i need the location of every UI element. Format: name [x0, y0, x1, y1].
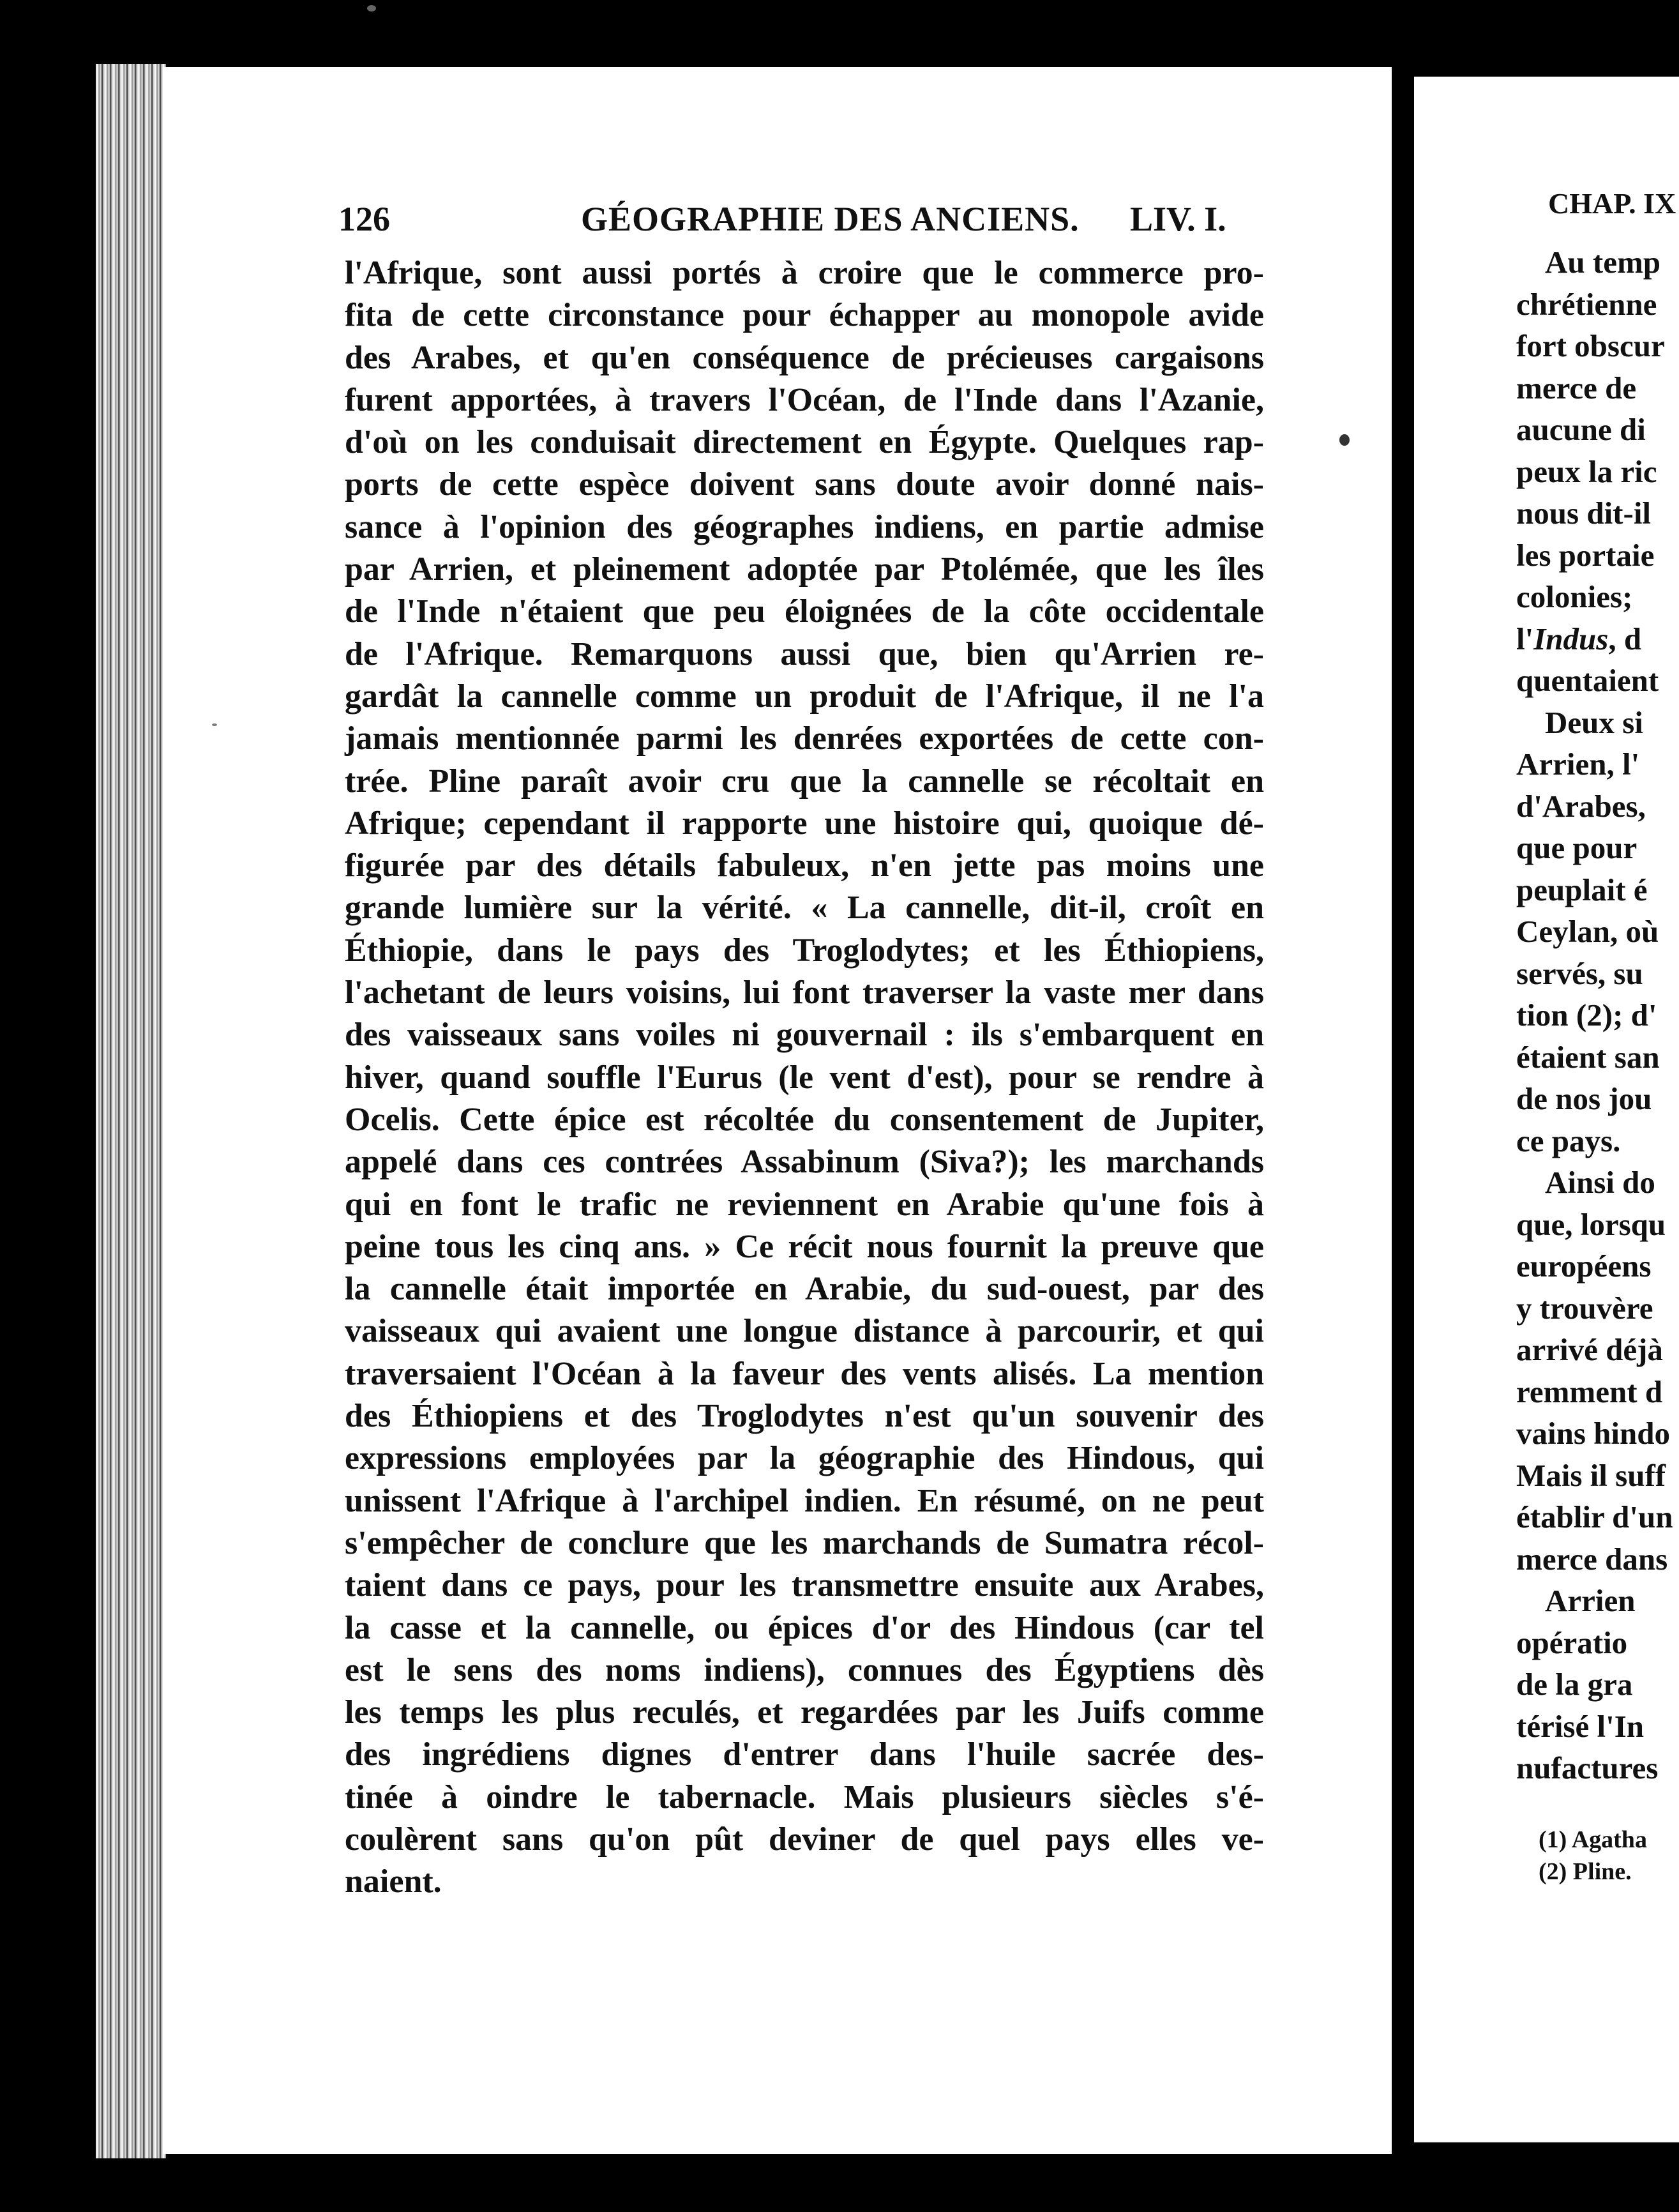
text-line: ports de cette espèce doivent sans doute avoir donné nais- [345, 466, 1264, 503]
page-number: 126 [338, 200, 390, 238]
text-line: Arrien, l' [1516, 746, 1640, 782]
text-line: appelé dans ces contrées Assabinum (Siva?); les marchands [345, 1144, 1264, 1181]
footnote: (1) Agatha [1539, 1826, 1647, 1853]
text-line: d'où on les conduisait directement en Égypte. Quelques rap- [345, 424, 1264, 461]
text-line: y trouvère [1516, 1290, 1653, 1326]
text-line: Au temp [1545, 245, 1661, 280]
text-line: figurée par des détails fabuleux, n'en jette pas moins une [345, 847, 1264, 884]
text-line: merce dans [1516, 1541, 1668, 1577]
text-line: que, lorsqu [1516, 1206, 1666, 1242]
text-line: chrétienne [1516, 286, 1657, 322]
text-line: servés, su [1516, 955, 1643, 991]
text-line: sance à l'opinion des géographes indiens, en partie admise [345, 508, 1264, 545]
spine-gutter [1392, 64, 1414, 2158]
text-line: fita de cette circonstance pour échapper au monopole avide [345, 297, 1264, 334]
text-line: jamais mentionnée parmi les denrées exportées de cette con- [345, 720, 1264, 757]
text-line: grande lumière sur la vérité. « La cannelle, dit-il, croît en [345, 890, 1264, 927]
text-line: fort obscur [1516, 328, 1665, 363]
text-line: l'achetant de leurs voisins, lui font traverser la vaste mer dans [345, 974, 1264, 1011]
running-head [338, 199, 1264, 244]
text-line: des vaisseaux sans voiles ni gouvernail : ils s'embarquent en [345, 1017, 1264, 1054]
text-line: vaisseaux qui avaient une longue distance à parcourir, et qui [345, 1313, 1264, 1350]
text-line: colonies; [1516, 579, 1633, 614]
text-line: tion (2); d' [1516, 997, 1657, 1033]
book-number: LIV. I. [1130, 200, 1226, 238]
text-line: Afrique; cependant il rapporte une histoire qui, quoique dé- [345, 805, 1264, 842]
page-edges [96, 64, 166, 2158]
text-line: unissent l'Afrique à l'archipel indien. En résumé, on ne peut [345, 1482, 1264, 1519]
text-line: la casse et la cannelle, ou épices d'or des Hindous (car tel [345, 1609, 1264, 1646]
text-line: peuplait é [1516, 872, 1648, 907]
text-line: de l'Inde n'étaient que peu éloignées de la côte occidentale [345, 593, 1264, 630]
text-line: la cannelle était importée en Arabie, du sud-ouest, par des [345, 1271, 1264, 1308]
text-line: térisé l'In [1516, 1708, 1645, 1744]
text-line: Ainsi do [1545, 1165, 1655, 1200]
text-line: les portaie [1516, 537, 1655, 573]
text-line: arrivé déjà [1516, 1332, 1663, 1367]
text-line: trée. Pline paraît avoir cru que la cannelle se récoltait en [345, 762, 1264, 799]
text-line: par Arrien, et pleinement adoptée par Ptolémée, que les îles [345, 551, 1264, 588]
text-line: de l'Afrique. Remarquons aussi que, bien qu'Arrien re- [345, 635, 1264, 672]
text-line: quentaient [1516, 663, 1659, 698]
text-line: qui en font le trafic ne reviennent en Arabie qu'une fois à [345, 1186, 1264, 1223]
text-line: gardât la cannelle comme un produit de l'Afrique, il ne l'a [345, 678, 1264, 715]
italic-word: Indus [1533, 621, 1609, 656]
text-line: des Éthiopiens et des Troglodytes n'est qu'un souvenir des [345, 1398, 1264, 1435]
text-line: hiver, quand souffle l'Eurus (le vent d'est), pour se rendre à [345, 1059, 1264, 1096]
text-line: nufactures [1516, 1750, 1659, 1785]
text-line: coulèrent sans qu'on pût deviner de quel pays elles ve- [345, 1821, 1264, 1858]
text-line: tinée à oindre le tabernacle. Mais plusieurs siècles s'é- [345, 1778, 1264, 1815]
text-line: l'Afrique, sont aussi portés à croire que le commerce pro- [345, 255, 1264, 291]
text-line: peux la ric [1516, 453, 1657, 489]
text-line: nous dit-il [1516, 496, 1652, 531]
running-title: GÉOGRAPHIE DES ANCIENS. [581, 200, 1080, 238]
text-line: européens [1516, 1248, 1652, 1284]
text-line: s'empêcher de conclure que les marchands de Sumatra récol- [345, 1524, 1264, 1561]
ink-speck [212, 723, 217, 726]
text-line: Ocelis. Cette épice est récoltée du consentement de Jupiter, [345, 1101, 1264, 1138]
text-line: d'Arabes, [1516, 788, 1646, 824]
text-line: traversaient l'Océan à la faveur des vents alisés. La mention [345, 1355, 1264, 1392]
text-line: ce pays. [1516, 1123, 1621, 1158]
text-line: Ceylan, où [1516, 914, 1659, 949]
text-line: naient. [345, 1863, 442, 1900]
text-line: opératio [1516, 1625, 1628, 1660]
text-line: établir d'un [1516, 1499, 1673, 1534]
text-line: que pour [1516, 830, 1638, 865]
text-line: taient dans ce pays, pour les transmettre ensuite aux Arabes, [345, 1567, 1264, 1604]
right-page-footnotes [1539, 1824, 1647, 1888]
text-line: furent apportées, à travers l'Océan, de l'Inde dans l'Azanie, [345, 381, 1264, 418]
text-line: aucune di [1516, 412, 1646, 447]
text-line: peine tous les cinq ans. » Ce récit nous fournit la preuve que [345, 1228, 1264, 1265]
text-line: Mais il suff [1516, 1457, 1666, 1493]
right-running-head: CHAP. IX [1548, 187, 1676, 220]
text-line: est le sens des noms indiens), connues des Égyptiens dès [345, 1651, 1264, 1688]
text-line: des Arabes, et qu'en conséquence de précieuses cargaisons [345, 339, 1264, 376]
text-line: de la gra [1516, 1667, 1633, 1702]
text-line: merce de [1516, 370, 1637, 405]
left-page-body-text [345, 252, 1264, 1904]
margin-ink-dot [1339, 434, 1350, 446]
text-line: expressions employées par la géographie des Hindous, qui [345, 1440, 1264, 1477]
text-line: des ingrédiens dignes d'entrer dans l'huile sacrée des- [345, 1736, 1264, 1773]
text-line: de nos jou [1516, 1081, 1652, 1116]
text-line: Arrien [1545, 1583, 1636, 1618]
text-line: l'Indus, d [1516, 621, 1642, 656]
text-line: les temps les plus reculés, et regardées par les Juifs comme [345, 1694, 1264, 1731]
text-line: remment d [1516, 1374, 1663, 1409]
text-line: vains hindo [1516, 1416, 1671, 1451]
text-line: Deux si [1545, 704, 1643, 740]
text-line: étaient san [1516, 1039, 1660, 1075]
footnote: (2) Pline. [1539, 1858, 1632, 1885]
ink-speck [367, 5, 376, 11]
right-page-body-text [1516, 241, 1673, 1789]
text-line: Éthiopie, dans le pays des Troglodytes; et les Éthiopiens, [345, 932, 1264, 969]
